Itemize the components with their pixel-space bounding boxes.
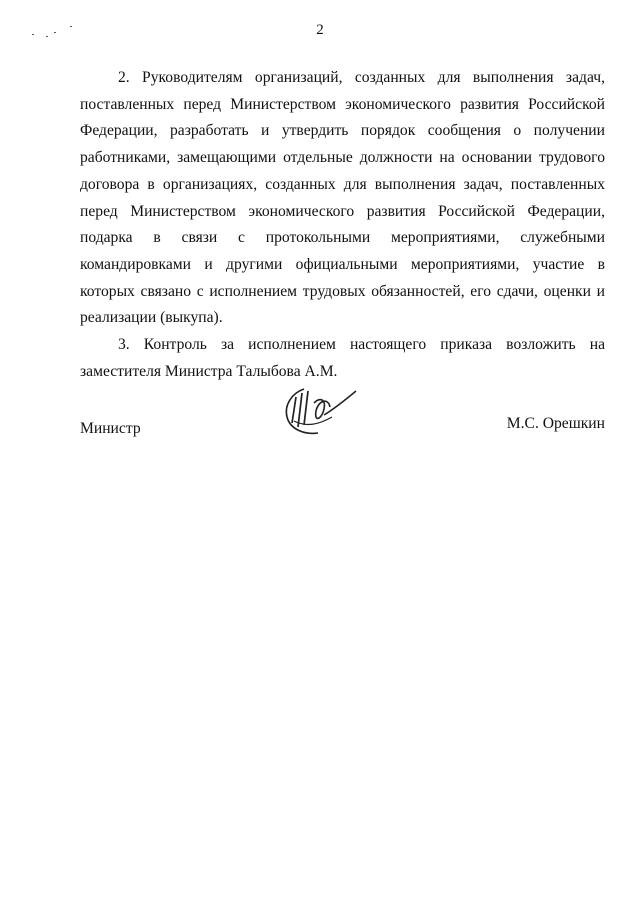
page-number: 2 bbox=[316, 22, 324, 38]
paragraph-2: 2. Руководителям организаций, созданных для выполнения задач, поставленных перед Министерством экономического развития Российской Федерации, разработать и утвердить порядок сообщения о получении работниками, замещающими отдельные должности на основании трудового договора в организациях, созданных для выполнения задач, поставленных перед Министерством экономического развития Российской Федерации, подарка в связи с протокольными мероприятиями, служебными командировками и другими официальными мероприятиями, участие в которых связано с исполнением трудовых обязанностей, его сдачи, оценки и реализации (выкупа). bbox=[80, 69, 605, 327]
signature-block bbox=[80, 415, 605, 450]
paragraph-3: 3. Контроль за исполнением настоящего приказа возложить на заместителя Министра Талыбова А.М. bbox=[80, 336, 605, 380]
signatory-name: М.С. Орешкин bbox=[506, 415, 605, 432]
signatory-title: Министр bbox=[80, 420, 141, 437]
document-body bbox=[80, 65, 605, 385]
